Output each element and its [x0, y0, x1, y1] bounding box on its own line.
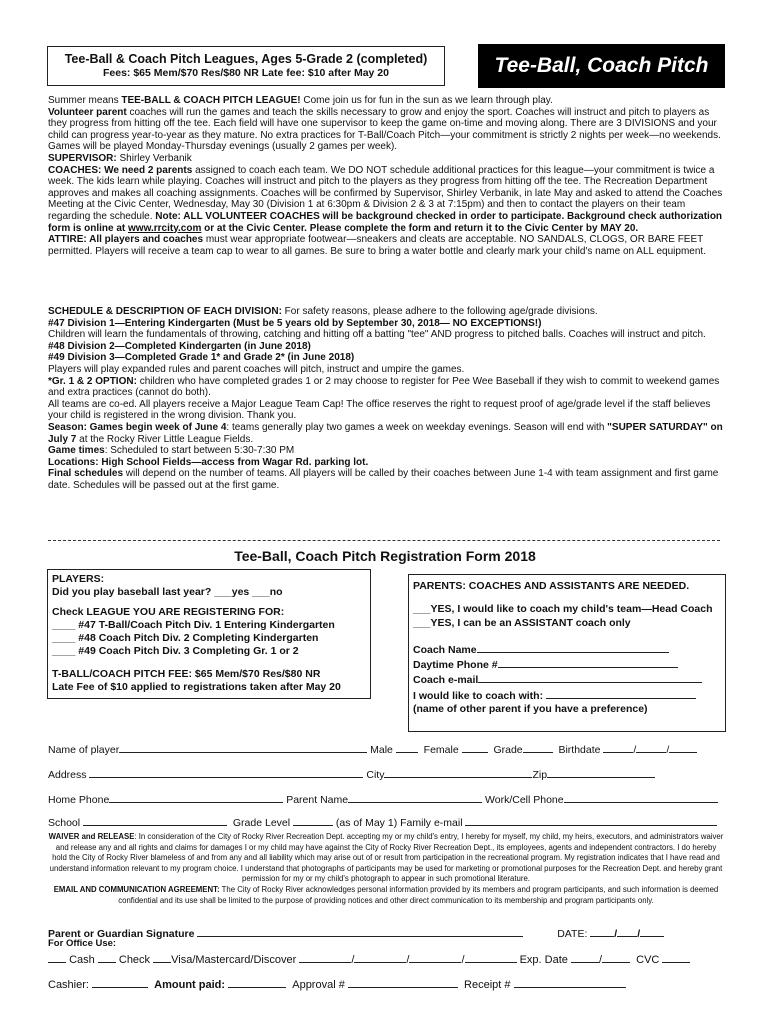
coach-name-field[interactable]: [413, 642, 721, 657]
card-number-2[interactable]: [354, 951, 406, 963]
league-option-49[interactable]: ____ #49 Coach Pitch Div. 3 Completing Gr. 1 or 2: [52, 645, 299, 658]
division-1-desc: Children will learn the fundamentals of throwing, catching and hitting off a batting "tee" AND progress to pitched balls. Coaches will instruct and pitch.: [48, 329, 706, 341]
note-bold-2: or at the Civic Center. Please complete the form and return it to the Civic Center by MAY 20.: [201, 222, 639, 234]
division-3-title: #49 Division 3—Completed Grade 1* and Grade 2* (in June 2018): [48, 352, 355, 364]
game-times-text: : Scheduled to start between 5:30-7:30 PM: [104, 445, 295, 457]
attire-paragraph: [48, 234, 728, 257]
player-name-label: Name of player: [48, 744, 120, 756]
male-input[interactable]: [396, 741, 418, 753]
grade-input[interactable]: [523, 741, 553, 753]
intro-paragraph: [48, 95, 728, 107]
season-paragraph: [48, 422, 728, 445]
date-label: DATE:: [557, 928, 588, 940]
office-use-label: For Office Use:: [48, 938, 117, 949]
check-label: Check: [118, 954, 151, 966]
supervisor-paragraph: [48, 153, 728, 165]
coach-with-field[interactable]: [413, 688, 721, 703]
receipt-row: [48, 976, 728, 991]
city-label: City: [366, 769, 385, 781]
exp-month-input[interactable]: [571, 951, 599, 963]
volunteer-label: Volunteer parent: [48, 106, 127, 118]
option-paragraph: [48, 376, 728, 399]
female-input[interactable]: [462, 741, 488, 753]
banner-title: Tee-Ball, Coach Pitch: [478, 44, 725, 88]
player-name-input[interactable]: [119, 741, 367, 753]
card-number-4[interactable]: [465, 951, 517, 963]
schedule-label-text: For safety reasons, please adhere to the following age/grade divisions.: [281, 306, 598, 317]
address-label: Address: [48, 769, 87, 781]
coed-paragraph: All teams are co-ed. All players receive a Major League Team Cap! The office reserves the right to request proof of age/grade level if the staff believes your child is registered in the wrong division. Thank you.: [48, 398, 711, 422]
home-phone-label: Home Phone: [48, 794, 110, 806]
grade-level-label: Grade Level: [232, 817, 291, 829]
sign-month-input[interactable]: [590, 925, 614, 937]
exp-date-label: Exp. Date: [519, 954, 568, 966]
birth-year-input[interactable]: [669, 741, 697, 753]
option-label: *Gr. 1 & 2 OPTION:: [48, 375, 137, 387]
season-text: : teams generally play two games a week on weekday evenings. Season will end with: [226, 421, 608, 433]
address-row: [48, 766, 728, 781]
home-phone-input[interactable]: [109, 791, 283, 803]
card-number-1[interactable]: [299, 951, 351, 963]
game-times-label: Game times: [48, 445, 105, 457]
intro-text: Summer means: [48, 95, 122, 106]
waiver-text: : In consideration of the City of Rocky River Recreation Dept. accepting my or my child's entry, I hereby for myself, my child, my heirs, executors, and administrators waiver and release any and all rights and claims for damages I or my child may have against the City of Rocky River Recreation Dept., its employees, agents and independent contractors. I do hereby hold the City of Rocky River blameless of and from any and all liability which may arise out of or result from participation in the recreational program. My registration indicates that I have read and understand information relevant to my program choice. I understand that photographs of participants may be used for marketing or promotional purposes for the Recreation Dept. and hereby grant permission for my or my child's photograph to appear in such promotional literature.: [49, 832, 724, 884]
sign-day-input[interactable]: [617, 925, 637, 937]
intro-bold: TEE-BALL & COACH PITCH LEAGUE!: [121, 95, 301, 106]
attire-label: ATTIRE: All players and coaches: [48, 234, 204, 246]
sign-year-input[interactable]: [640, 925, 664, 937]
cash-label: Cash: [69, 954, 95, 966]
late-fee-line: Late Fee of $10 applied to registrations taken after May 20: [52, 681, 341, 694]
players-heading: PLAYERS:: [52, 573, 105, 585]
header-box: [47, 46, 445, 86]
coach-name-label: Coach Name: [413, 643, 477, 656]
coaches-bold: We need 2 parents: [101, 164, 193, 176]
form-title: Tee-Ball, Coach Pitch Registration Form 2018: [234, 548, 536, 564]
address-input[interactable]: [89, 766, 363, 778]
head-coach-option[interactable]: ___YES, I would like to coach my child's team—Head Coach: [413, 603, 713, 616]
receipt-label: Receipt #: [464, 979, 511, 991]
email-agreement-label: EMAIL AND COMMUNICATION AGREEMENT:: [53, 884, 220, 894]
volunteer-paragraph: [48, 107, 728, 153]
supervisor-name: Shirley Verbanik: [116, 152, 192, 164]
division-2: [48, 341, 728, 353]
phone-row: [48, 791, 728, 806]
school-row: [48, 814, 728, 829]
locations-paragraph: [48, 457, 728, 469]
supervisor-label: SUPERVISOR:: [48, 152, 117, 164]
zip-input[interactable]: [547, 766, 655, 778]
coach-with-label: I would like to coach with:: [413, 689, 544, 702]
zip-label: Zip: [532, 769, 548, 781]
league-option-47[interactable]: ____ #47 T-Ball/Coach Pitch Div. 1 Entering Kindergarten: [52, 618, 335, 631]
league-heading: Check LEAGUE YOU ARE REGISTERING FOR:: [52, 605, 285, 618]
division-1-title: #47 Division 1—Entering Kindergarten (Must be 5 years old by September 30, 2018— NO EXCEPTIONS!): [48, 317, 542, 329]
coach-with-line[interactable]: [546, 688, 696, 699]
fee-line: T-BALL/COACH PITCH FEE: $65 Mem/$70 Res/$80 NR: [52, 667, 321, 680]
family-email-label: (as of May 1) Family e-mail: [335, 817, 463, 829]
grade-label: Grade: [493, 744, 523, 756]
signature-row: Parent or Guardian Signature DATE: / /: [48, 925, 728, 940]
coach-email-line[interactable]: [478, 672, 702, 683]
birth-day-input[interactable]: [636, 741, 666, 753]
waiver-paragraph: [48, 832, 724, 885]
birth-month-input[interactable]: [603, 741, 633, 753]
division-3: [48, 352, 728, 364]
amount-paid-input[interactable]: [228, 976, 286, 988]
cash-checkbox[interactable]: [48, 951, 66, 963]
approval-input[interactable]: [348, 976, 458, 988]
waiver-label: WAIVER and RELEASE: [48, 832, 135, 841]
option-text: children who have completed grades 1 or 2 may choose to register for Pee Wee Baseball if they wish to commit to weekend games and extra practices (cannot do both).: [48, 375, 720, 399]
cvc-input[interactable]: [662, 951, 690, 963]
schedule-heading: [48, 306, 728, 318]
daytime-phone-label: Daytime Phone #: [413, 659, 498, 672]
male-label: Male: [370, 744, 393, 756]
note-bold: Note: ALL VOLUNTEER COACHES will be background checked in order to participate. Background check authorization form is online at: [48, 210, 723, 234]
email-agreement-paragraph: [48, 885, 724, 906]
coaches-text: assigned to coach each team. We DO NOT schedule additional practices for this league—your commitment is twice a week. The kids learn while playing. Coaches will instruct and pitch to the players as they progress from hitting off the tee. The Recreation Department approves and makes all coaching assignments. Coaches will be confirmed by Supervisor, Shirley Verbanik, in late May and asked to attend the Coaches Meeting at the Civic Center, Wednesday, May 30 (Division 1 at 6:30pm & Division 2 & 3 at 7:15pm) and then to contact the players on their team regarding the schedule.: [48, 164, 723, 222]
coach-with-note: (name of other parent if you have a preference): [413, 703, 648, 716]
cashier-label: Cashier:: [48, 979, 89, 991]
played-last-year[interactable]: Did you play baseball last year? ___yes ___no: [52, 586, 283, 599]
payment-row: Cash Check Visa/Mastercard/Discover / / / Exp. Date / CVC: [48, 951, 728, 966]
birthdate-label: Birthdate: [558, 744, 601, 756]
family-email-input[interactable]: [465, 814, 717, 826]
email-agreement-text: The City of Rocky River acknowledges personal information provided by its members and program participants, and such information is deemed confidential and its use shall be limited to the purpose of providing notices and other direct communication to its membership and program participants only.: [118, 884, 719, 905]
school-input[interactable]: [83, 814, 227, 826]
card-checkbox[interactable]: [153, 951, 171, 963]
school-label: School: [48, 817, 81, 829]
super-saturday: "SUPER SATURDAY" on July 7: [48, 421, 723, 445]
waiver-section: [48, 832, 724, 906]
season-label: Season: Games begin week of June 4: [48, 421, 227, 433]
coach-email-field[interactable]: [413, 672, 721, 687]
daytime-phone-line[interactable]: [498, 657, 678, 668]
volunteer-text: coaches will run the games and teach the skills necessary to grow and enjoy the sport. Coaches will instruct and pitch to players as they progress from hitting off the tee. Each field will have one supervisor to keep the game on-time and moving along. There are 3 DIVISIONS and your child can progress year-to-year as they mature. No extra practices for T-Ball/Coach Pitch—your commitment is strictly 2 nights per week—no weekends. Games will be played Monday-Thursday evenings (usually 2 games per week).: [48, 106, 721, 153]
header-title: Tee-Ball & Coach Pitch Leagues, Ages 5-Grade 2 (completed): [64, 52, 428, 66]
receipt-input[interactable]: [514, 976, 626, 988]
signature-input[interactable]: [197, 925, 523, 937]
amount-paid-label: Amount paid:: [154, 979, 226, 991]
coaches-paragraph: [48, 165, 728, 235]
final-paragraph: [48, 468, 728, 491]
female-label: Female: [423, 744, 459, 756]
daytime-phone-field[interactable]: [413, 657, 721, 672]
work-phone-input[interactable]: [564, 791, 718, 803]
locations-text: Locations: High School Fields—access from Wagar Rd. parking lot.: [48, 456, 369, 468]
assistant-coach-option[interactable]: ___YES, I can be an ASSISTANT coach only: [413, 616, 631, 629]
intro-section: [48, 95, 728, 257]
final-label: Final schedules: [48, 468, 124, 480]
card-number-3[interactable]: [409, 951, 461, 963]
schedule-section: [48, 306, 728, 492]
game-times-paragraph: [48, 445, 728, 457]
league-option-48[interactable]: ____ #48 Coach Pitch Div. 2 Completing Kindergarten: [52, 632, 319, 645]
city-input[interactable]: [384, 766, 532, 778]
division-2-title: #48 Division 2—Completed Kindergarten (in June 2018): [48, 340, 311, 352]
cut-line-divider: [48, 540, 720, 541]
parent-name-input[interactable]: [348, 791, 482, 803]
parent-name-label: Parent Name: [286, 794, 349, 806]
parents-box: [408, 574, 726, 732]
work-phone-label: Work/Cell Phone: [485, 794, 564, 806]
exp-year-input[interactable]: [602, 951, 630, 963]
check-checkbox[interactable]: [98, 951, 116, 963]
player-info-row: Name of player Male Female Grade Birthdate / /: [48, 741, 728, 756]
parents-heading: PARENTS: COACHES AND ASSISTANTS ARE NEEDED.: [413, 580, 690, 592]
intro-text-2: Come join us for fun in the sun as we learn through play.: [300, 95, 553, 106]
card-label: Visa/Mastercard/Discover: [171, 954, 297, 966]
website-link[interactable]: www.rrcity.com: [128, 222, 202, 234]
schedule-label: SCHEDULE & DESCRIPTION OF EACH DIVISION:: [48, 306, 282, 317]
coach-name-line[interactable]: [477, 642, 669, 653]
season-text-2: at the Rocky River Little League Fields.: [76, 433, 254, 445]
header-fees: Fees: $65 Mem/$70 Res/$80 NR Late fee: $10 after May 20: [103, 67, 389, 79]
division-1: [48, 318, 728, 330]
division-3-desc: Players will play expanded rules and parent coaches will pitch, instruct and umpire the games.: [48, 363, 465, 375]
approval-label: Approval #: [292, 979, 345, 991]
cashier-input[interactable]: [92, 976, 148, 988]
coach-email-label: Coach e-mail: [413, 674, 479, 687]
players-box: [47, 569, 371, 699]
grade-level-input[interactable]: [293, 814, 333, 826]
coaches-label: COACHES:: [48, 164, 102, 176]
final-text: will depend on the number of teams. All players will be called by their coaches between June 1-4 with team assignment and first game date. Schedules will be passed out at the first game.: [48, 468, 719, 491]
attire-text: must wear appropriate footwear—sneakers and cleats are acceptable. NO SANDALS, CLOGS, OR BARE FEET permitted. Players will receive a team cap to wear to all games. Be sure to bring a water bottle and clearly mark your child's name on ALL equipment.: [48, 234, 706, 257]
signature-label: Parent or Guardian Signature: [48, 928, 195, 940]
cvc-label: CVC: [636, 954, 660, 966]
